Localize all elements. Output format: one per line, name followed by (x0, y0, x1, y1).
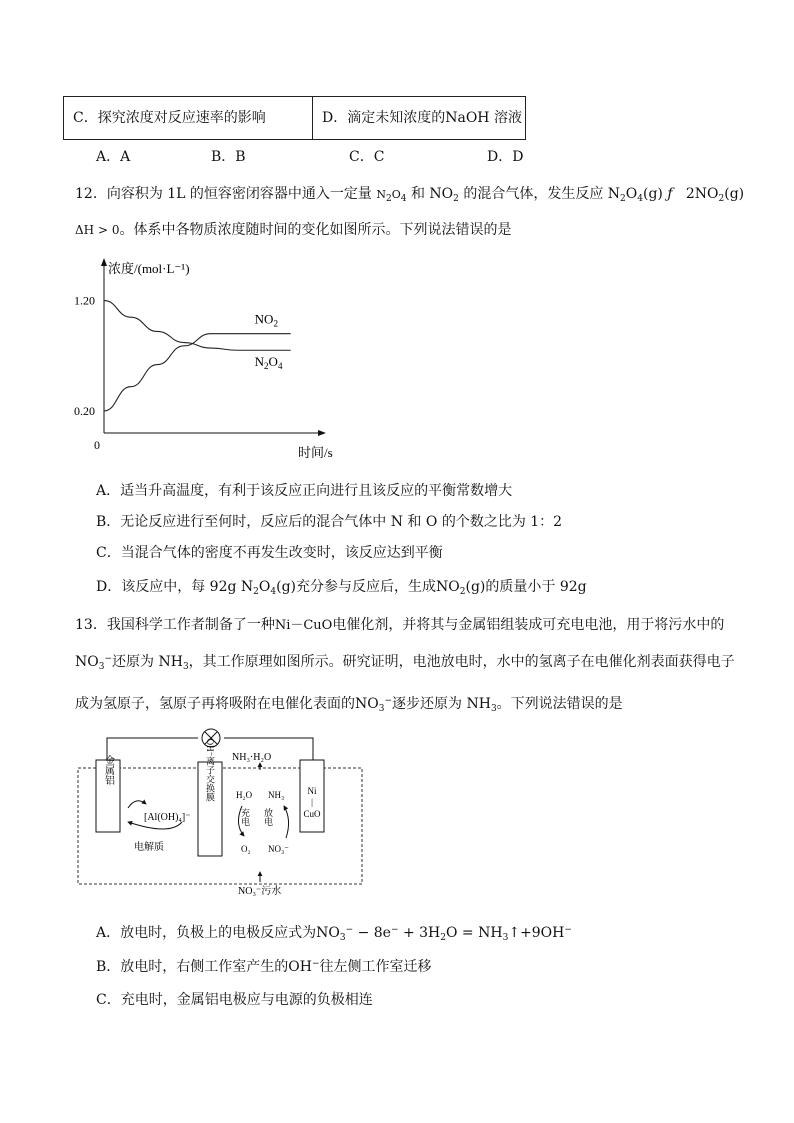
x-axis-label: 时间/s (298, 445, 333, 460)
q11-option-d: D．D (487, 149, 524, 165)
q13-option-c: C．充电时，金属铝电极应与电源的负极相连 (96, 992, 373, 1008)
right-electrode-label-2: | (311, 797, 313, 807)
q13-option-a: A．放电时，负极上的电极反应式为$NO_3^- - 8e^- + 3H_2O$ = $NH_3↑+9OH^-$ (96, 925, 572, 943)
y-tick-label-1: 0.20 (74, 403, 95, 418)
q12-stem-line1: 12．向容积为 1L 的恒容密闭容器中通入一定量 $N_2O_4$ 和 $NO_2$ 的混合气体，发生反应 $N_2O_4(g)$ ƒ $2NO_2(g)$ (75, 186, 745, 204)
y-axis-label: 浓度/(mol·L⁻¹) (108, 261, 190, 276)
discharge-label: 放电 (263, 808, 273, 826)
membrane-label: OH⁻离子交换膜 (205, 738, 215, 802)
series-label-no2: $NO_2$ (254, 311, 278, 329)
x-axis-arrow (318, 430, 326, 436)
oxygen-label: O₂ (241, 844, 251, 854)
charge-label: 充电 (240, 808, 250, 826)
q13-option-b: B．放电时，右侧工作室产生的OH−往左侧工作室迁移 (96, 959, 432, 975)
q12-stem-line2: ΔH > 0。体系中各物质浓度随时间的变化如图所示。下列说法错误的是 (75, 222, 512, 238)
q11-option-b: B．B (211, 149, 246, 165)
ni-cuo-electrode (300, 760, 324, 832)
concentration-time-chart (70, 255, 340, 465)
series-label-n2o4: $N_2O_4$ (254, 354, 283, 372)
electrolyte-label: 电解质 (134, 842, 164, 853)
aluminate-arrow-bottom (128, 822, 182, 829)
q12-option-b: B．无论反应进行至何时，反应后的混合气体中 N 和 O 的个数之比为 1：2 (96, 514, 563, 530)
battery-diagram (70, 722, 370, 902)
q13-stem-line2: $NO_3^-$还原为 $NH_3$，其工作原理如图所示。研究证明，电池放电时，水中的氢离子在电催化剂表面获得电子 (75, 654, 735, 672)
table-cell-d: D．滴定未知浓度的NaOH 溶液 (312, 96, 526, 140)
ammonia-water-label: NH₃·H₂O (232, 752, 272, 763)
aluminate-ion-label: [Al(OH)₄]⁻ (144, 812, 191, 823)
y-axis-arrow (101, 258, 107, 266)
q13-stem-line1: 13．我国科学工作者制备了一种Ni－CuO电催化剂，并将其与金属铝组装成可充电电池，用于将污水中的 (75, 617, 725, 633)
table-cell-c: C．探究浓度对反应速率的影响 (63, 96, 313, 140)
q12-option-a: A．适当升高温度，有利于该反应正向进行且该反应的平衡常数增大 (96, 483, 513, 499)
water-label: H₂O (236, 790, 253, 800)
origin-label: 0 (94, 438, 100, 452)
q11-option-c: C．C (349, 149, 385, 165)
aluminum-electrode-label: 金属铝 (102, 755, 114, 785)
discharge-arrow (284, 806, 289, 838)
inlet-label: NO₃⁻污水 (238, 886, 282, 897)
right-electrode-label-3: CuO (303, 809, 321, 819)
nitrate-label: NO₃⁻ (268, 844, 289, 854)
q13-stem-line3: 成为氢原子，氢原子再将吸附在电催化表面的$NO_3^-$逐步还原为 $NH_3$。下列说法错误的是 (75, 696, 623, 714)
q11-option-a: A．A (96, 149, 131, 165)
q12-option-c: C．当混合气体的密度不再发生改变时，该反应达到平衡 (96, 545, 443, 561)
q12-option-d: D．该反应中，每 92g $N_2O_4(g)$充分参与反应后，生成$NO_2(g)$的质量小于 92g (96, 579, 587, 597)
y-tick-label-0: 1.20 (74, 293, 95, 308)
ammonia-label: NH₃ (268, 790, 285, 800)
aluminate-arrow-top (128, 801, 146, 808)
right-electrode-label-1: Ni (307, 786, 317, 796)
